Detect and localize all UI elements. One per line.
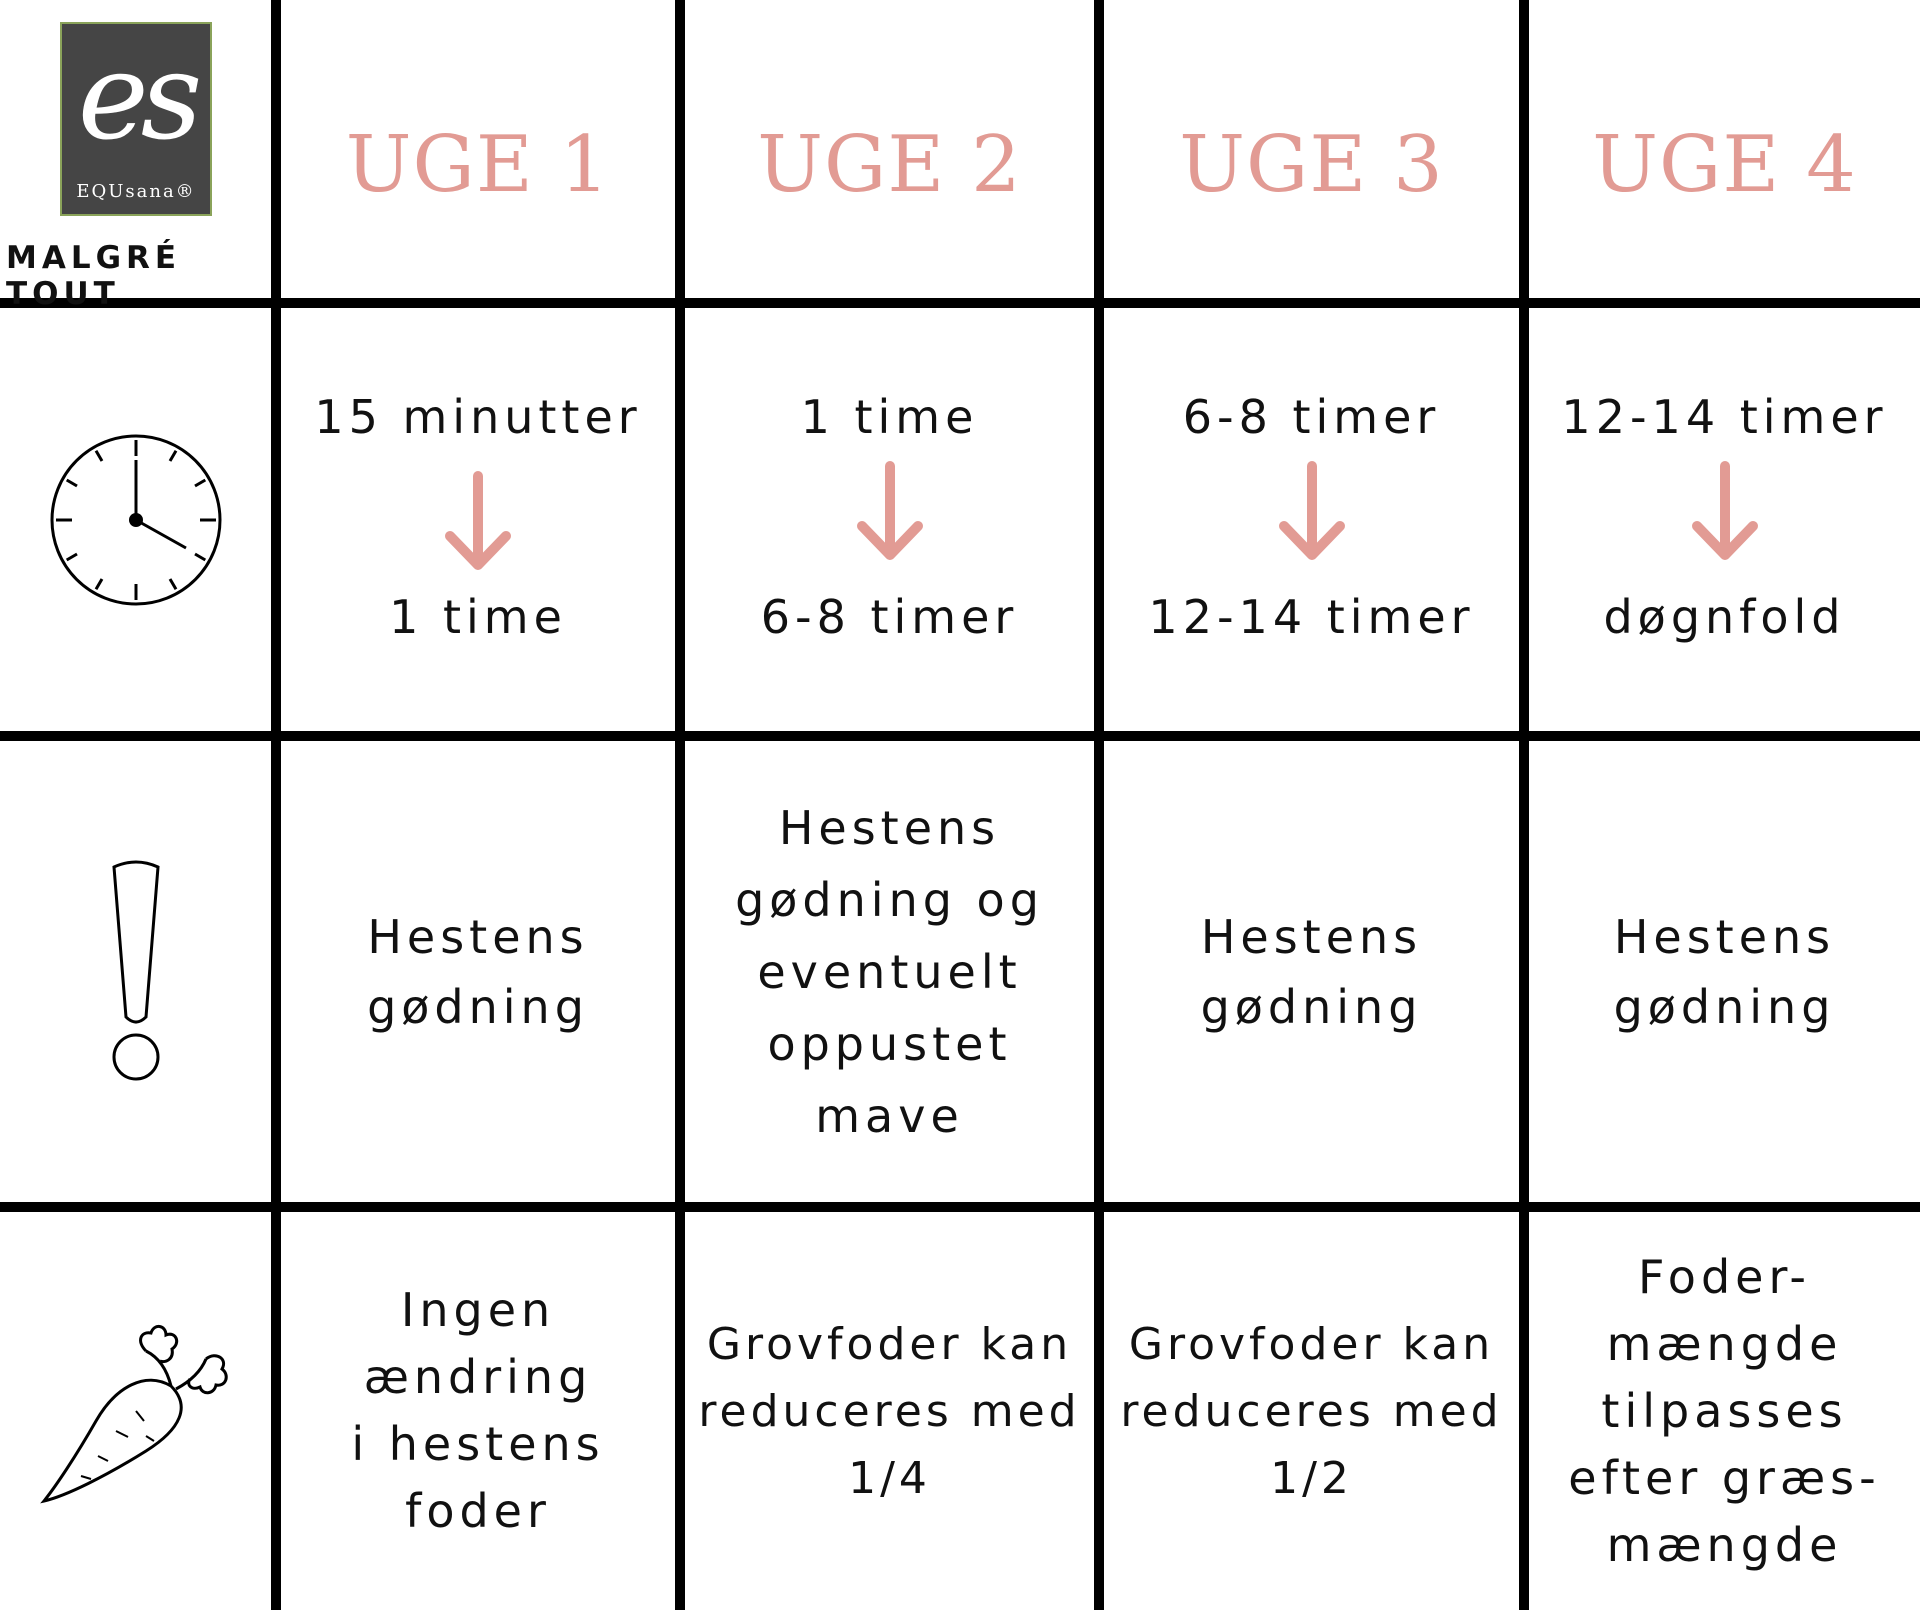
- warning-text: Hestens gødning og eventuelt oppustet mave: [735, 800, 1044, 1143]
- feed-cell-week-1: [281, 1212, 675, 1610]
- warning-cell-week-1: [281, 741, 675, 1202]
- feed-cell-week-2: [685, 1212, 1094, 1610]
- time-from: 15 minutter: [314, 390, 642, 444]
- feed-text: Grovfoder kan reduceres med 1/2: [1120, 1318, 1503, 1504]
- arrow-down-icon: [850, 458, 930, 568]
- time-to: 12-14 timer: [1148, 590, 1475, 644]
- feed-cell-week-3: [1104, 1212, 1519, 1610]
- feed-text: Ingen ændring i hestens foder: [351, 1283, 605, 1538]
- grid-line: [0, 731, 1920, 741]
- grid-line: [1519, 0, 1529, 1610]
- warning-text: Hestens gødning: [1200, 909, 1423, 1034]
- week-header-1: UGE 1: [345, 120, 611, 210]
- time-from: 12-14 timer: [1561, 390, 1888, 444]
- brand-name: MALGRÉ TOUT: [6, 240, 182, 312]
- grid-line: [675, 0, 685, 1610]
- warning-cell-week-2: [685, 741, 1094, 1202]
- brand-logo: [60, 22, 212, 216]
- carrot-icon: [0, 1212, 271, 1610]
- arrow-down-icon: [1685, 458, 1765, 568]
- time-to: 1 time: [389, 590, 567, 644]
- warning-text: Hestens gødning: [1613, 909, 1836, 1034]
- warning-cell-week-4: [1529, 741, 1920, 1202]
- warning-text: Hestens gødning: [367, 909, 589, 1034]
- time-cell-week-4: [1529, 308, 1920, 731]
- week-header-3: UGE 3: [1179, 120, 1444, 210]
- week-header-4: UGE 4: [1592, 120, 1857, 210]
- grid-line: [0, 298, 1920, 308]
- time-cell-week-1: [281, 308, 675, 731]
- time-from: 6-8 timer: [1182, 390, 1441, 444]
- exclamation-icon: [0, 741, 271, 1202]
- feed-cell-week-4: [1529, 1212, 1920, 1610]
- logo-mark: es: [77, 28, 195, 167]
- logo-subtext: EQUsana®: [76, 181, 196, 202]
- time-cell-week-2: [685, 308, 1094, 731]
- time-to: 6-8 timer: [760, 590, 1019, 644]
- week-header-2: UGE 2: [757, 120, 1022, 210]
- feed-text: Foder- mængde tilpasses efter græs- mængde: [1568, 1249, 1881, 1572]
- arrow-down-icon: [438, 468, 518, 578]
- feed-text: Grovfoder kan reduceres med 1/4: [698, 1318, 1081, 1504]
- time-cell-week-3: [1104, 308, 1519, 731]
- time-to: døgnfold: [1603, 590, 1846, 644]
- grid-line: [0, 1202, 1920, 1212]
- warning-cell-week-3: [1104, 741, 1519, 1202]
- time-from: 1 time: [800, 390, 979, 444]
- grid-line: [1094, 0, 1104, 1610]
- clock-icon: [0, 308, 271, 731]
- arrow-down-icon: [1272, 458, 1352, 568]
